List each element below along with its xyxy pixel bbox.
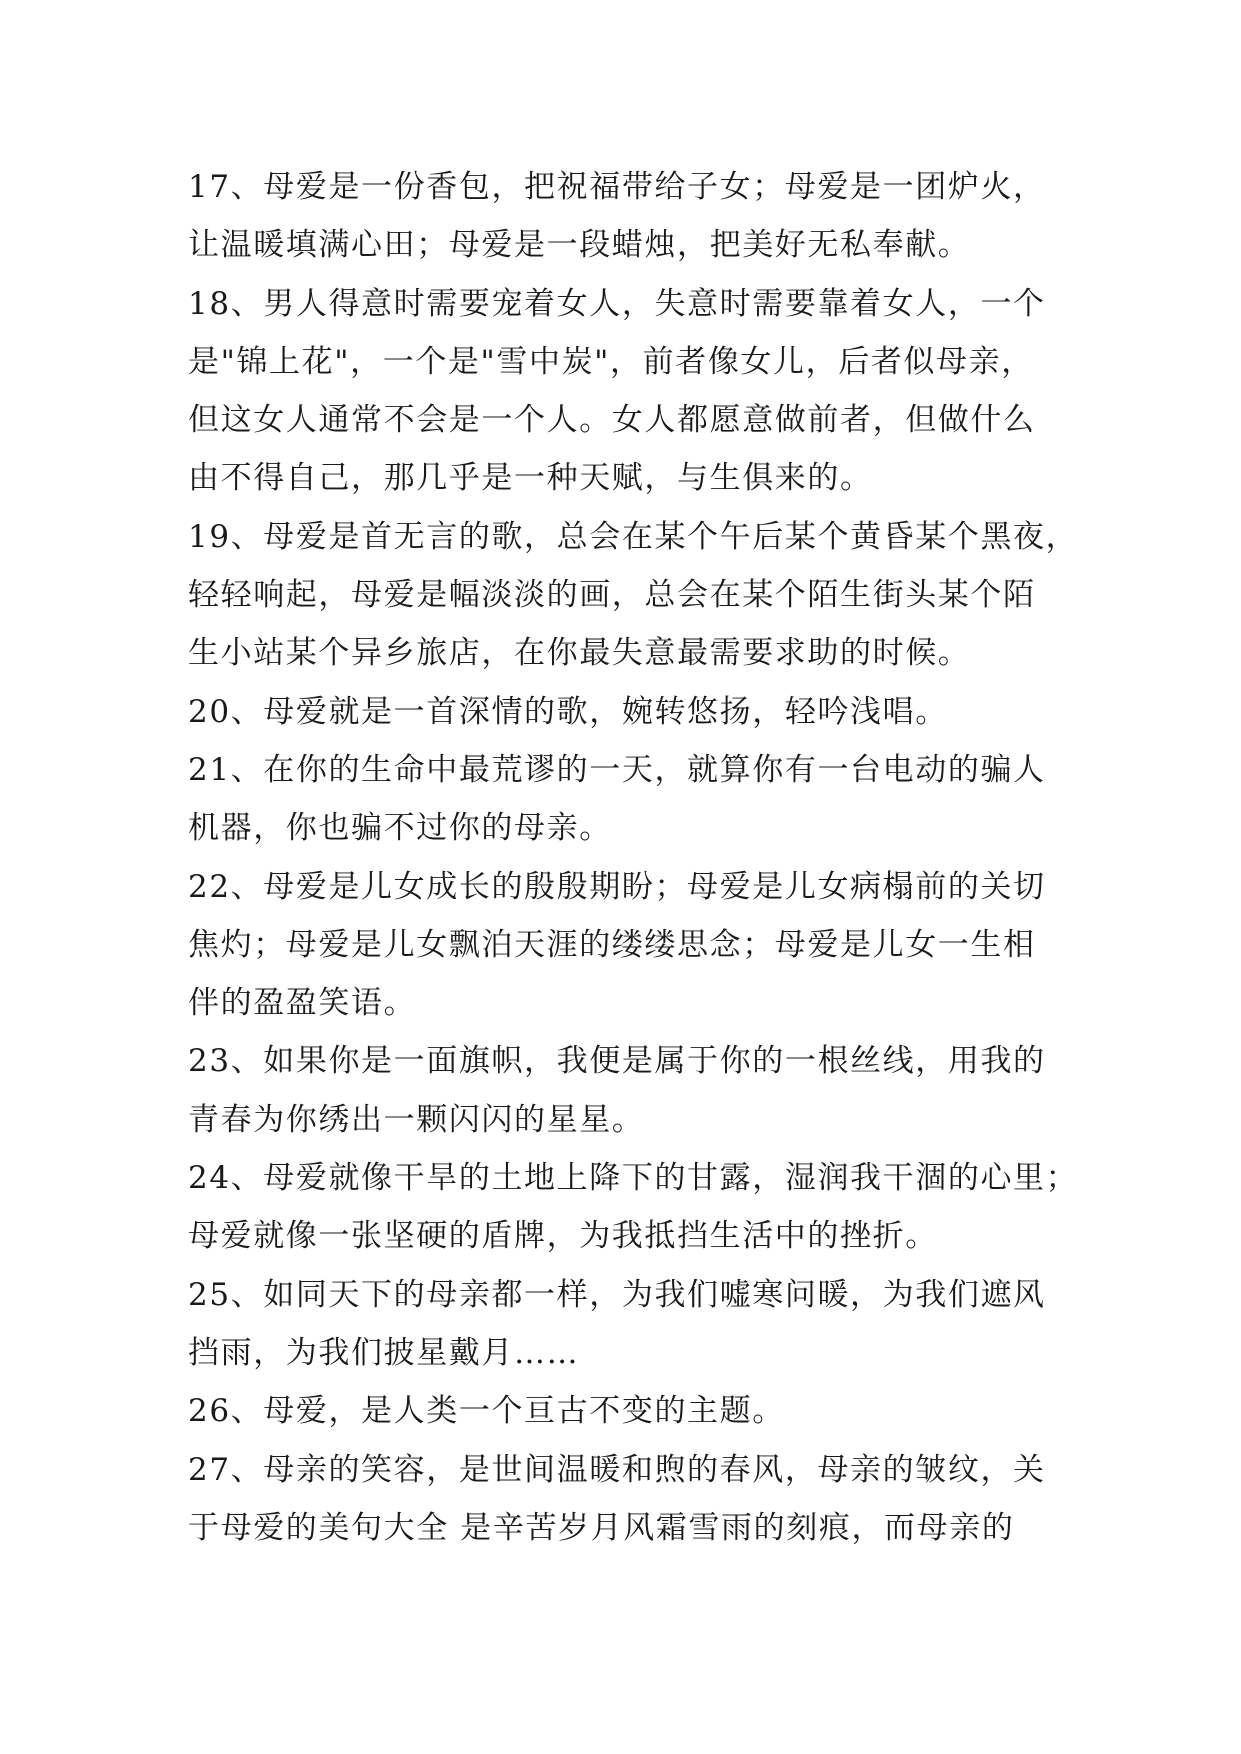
text-line: 由不得自己，那几乎是一种天赋，与生俱来的。: [188, 460, 873, 497]
text-line: 生小站某个异乡旅店，在你最失意最需要求助的时候。: [188, 635, 971, 672]
text-line: 青春为你绣出一颗闪闪的星星。: [188, 1101, 645, 1138]
text-line: 让温暖填满心田；母爱是一段蜡烛，把美好无私奉献。: [188, 227, 971, 264]
text-line: 21、在你的生命中最荒谬的一天，就算你有一台电动的骗人: [188, 751, 1046, 788]
text-line: 20、母爱就是一首深情的歌，婉转悠扬，轻吟浅唱。: [188, 693, 948, 730]
text-line: 26、母爱，是人类一个亘古不变的主题。: [188, 1393, 785, 1430]
text-line: 母爱就像一张坚硬的盾牌，为我抵挡生活中的挫折。: [188, 1218, 938, 1255]
text-line: 伴的盈盈笑语。: [188, 985, 417, 1022]
text-line: 27、母亲的笑容，是世间温暖和煦的春风，母亲的皱纹，关: [188, 1451, 1046, 1488]
text-line: 24、母爱就像干旱的土地上降下的甘露，湿润我干涸的心里；: [188, 1160, 1079, 1197]
text-line: 挡雨，为我们披星戴月……: [188, 1334, 580, 1371]
text-line: 轻轻响起，母爱是幅淡淡的画，总会在某个陌生街头某个陌: [188, 577, 1036, 614]
text-line: 18、男人得意时需要宠着女人，失意时需要靠着女人，一个: [188, 285, 1046, 322]
text-line: 25、如同天下的母亲都一样，为我们嘘寒问暖，为我们遮风: [188, 1276, 1046, 1313]
text-line: 17、母爱是一份香包，把祝福带给子女；母爱是一团炉火，: [188, 169, 1046, 205]
text-line: 焦灼；母爱是儿女飘泊天涯的缕缕思念；母爱是儿女一生相: [188, 926, 1036, 963]
text-line: 于母爱的美句大全 是辛苦岁月风霜雪雨的刻痕，而母亲的: [188, 1509, 1015, 1546]
document-body: [188, 158, 1079, 1557]
text-line: 但这女人通常不会是一个人。女人都愿意做前者，但做什么: [188, 402, 1036, 439]
text-line: 22、母爱是儿女成长的殷殷期盼；母爱是儿女病榻前的关切: [188, 868, 1046, 905]
text-line: 23、如果你是一面旗帜，我便是属于你的一根丝线，用我的: [188, 1043, 1046, 1080]
text-line: 19、母爱是首无言的歌，总会在某个午后某个黄昏某个黑夜，: [188, 518, 1079, 555]
text-line: 是"锦上花"，一个是"雪中炭"，前者像女儿，后者似母亲，: [188, 343, 1034, 380]
text-line: 机器，你也骗不过你的母亲。: [188, 810, 612, 847]
